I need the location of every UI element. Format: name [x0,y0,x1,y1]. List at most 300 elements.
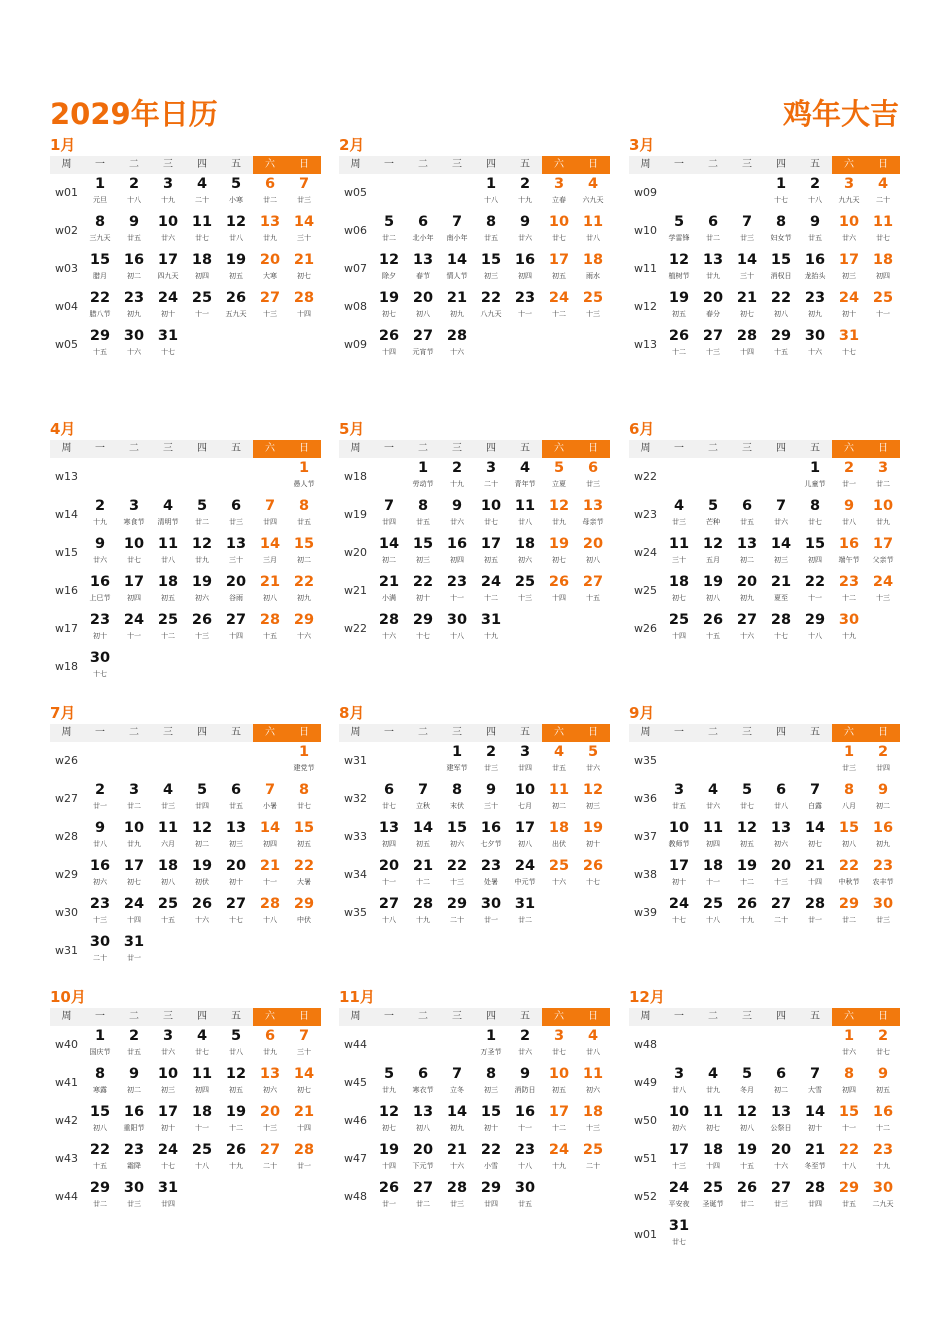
day-cell [576,534,610,572]
weekday-label: 五 [810,159,820,170]
month-title: 9月 [629,704,655,722]
day-cell [287,458,321,496]
empty-day-cell [798,1026,832,1064]
weekday-label: 六 [253,1008,287,1026]
week-row [50,1102,321,1140]
day-cell [576,1102,610,1140]
lunar-label: 廿七 [740,802,754,810]
lunar-label: 初二 [195,840,209,848]
lunar-label: 廿七 [195,1048,209,1056]
day-number: 5 [587,744,599,760]
day-cell [508,496,542,534]
lunar-label: 初五 [161,594,175,602]
weekday-label: 四 [776,1011,786,1022]
day-cell [798,288,832,326]
day-number: 27 [378,896,400,912]
week-number: w05 [344,186,367,199]
lunar-label: 廿七 [297,802,311,810]
lunar-label: 母亲节 [582,518,604,526]
day-number: 21 [446,290,468,306]
day-number: 14 [259,820,281,836]
day-number: 13 [770,820,792,836]
day-number: 15 [804,536,826,552]
empty-day-cell [440,1026,474,1064]
lunar-label: 十二 [484,594,498,602]
day-cell [662,326,696,364]
day-cell [185,496,219,534]
weekday-label: 三 [163,1011,173,1022]
lunar-label: 白露 [808,802,822,810]
month-title: 2月 [339,136,365,154]
lunar-label: 三十 [297,234,311,242]
week-number: w49 [634,1076,657,1089]
day-cell [832,174,866,212]
weekday-label: 日 [287,724,321,742]
day-cell [764,212,798,250]
day-number: 18 [872,252,894,268]
day-number: 28 [446,328,468,344]
day-cell [219,818,253,856]
day-number: 25 [582,290,604,306]
weekday-label: 四 [197,443,207,454]
day-cell [866,1026,900,1064]
day-cell [287,1026,321,1064]
day-cell [440,288,474,326]
weekday-label: 六 [832,1008,866,1026]
day-cell [185,572,219,610]
lunar-label: 腊月 [93,272,107,280]
day-number: 10 [157,214,179,230]
weekday-label: 日 [576,1008,610,1026]
day-cell [508,250,542,288]
lunar-label: 十五 [586,594,600,602]
day-cell [662,496,696,534]
day-number: 21 [259,574,281,590]
day-cell [440,1064,474,1102]
day-number: 23 [872,1142,894,1158]
week-row [629,458,900,496]
week-number: w22 [344,622,367,635]
lunar-label: 十八 [382,916,396,924]
empty-day-cell [219,648,253,686]
lunar-label: 初十 [416,594,430,602]
lunar-label: 廿一 [382,1200,396,1208]
day-number: 11 [157,820,179,836]
day-cell [219,1026,253,1064]
week-number: w34 [344,868,367,881]
week-row [629,288,900,326]
month-title: 3月 [629,136,655,154]
lunar-label: 寒衣节 [412,1086,434,1094]
lunar-label: 十一 [518,310,532,318]
day-cell [764,1140,798,1178]
lunar-label: 十三 [586,1124,600,1132]
day-number: 23 [89,612,111,628]
lunar-label: 十三 [518,594,532,602]
week-number: w45 [344,1076,367,1089]
day-number: 1 [417,460,429,476]
day-number: 4 [877,176,889,192]
empty-day-cell [474,326,508,364]
day-number: 7 [451,214,463,230]
weekday-label: 六 [832,724,866,742]
weekday-label: 四 [486,443,496,454]
day-cell [474,742,508,780]
week-number: w44 [344,1038,367,1051]
day-cell [764,572,798,610]
day-cell [662,288,696,326]
empty-day-cell [151,742,185,780]
week-number: w07 [344,262,367,275]
week-number: w01 [55,186,78,199]
day-cell [406,212,440,250]
day-number: 21 [446,1142,468,1158]
day-number: 26 [191,612,213,628]
lunar-label: 廿四 [484,1200,498,1208]
lunar-label: 妇女节 [770,234,792,242]
lunar-label: 初六 [586,1086,600,1094]
lunar-label: 十九 [552,1162,566,1170]
month-block [629,988,900,1254]
day-number: 28 [804,1180,826,1196]
day-number: 6 [775,782,787,798]
weekday-label: 二 [708,159,718,170]
day-cell [287,856,321,894]
lunar-label: 廿二 [195,518,209,526]
week-row [629,856,900,894]
weekday-label: 二 [129,1011,139,1022]
weekday-label: 日 [576,440,610,458]
day-cell [287,250,321,288]
lunar-label: 廿六 [161,1048,175,1056]
weekday-label: 一 [95,159,105,170]
day-cell [287,742,321,780]
day-cell [576,1064,610,1102]
weekday-header [629,156,900,174]
weekday-label: 一 [95,1011,105,1022]
weekday-label: 五 [231,727,241,738]
weekday-label: 二 [129,159,139,170]
day-cell [406,572,440,610]
day-number: 5 [383,214,395,230]
day-cell [474,496,508,534]
day-number: 7 [264,498,276,514]
day-number: 29 [804,612,826,628]
day-number: 20 [736,574,758,590]
day-number: 29 [446,896,468,912]
lunar-label: 初七 [552,556,566,564]
day-cell [253,610,287,648]
day-number: 23 [514,290,536,306]
day-cell [696,1064,730,1102]
day-cell [406,496,440,534]
weekday-label: 三 [452,1011,462,1022]
day-number: 16 [804,252,826,268]
day-cell [662,894,696,932]
week-number: w48 [344,1190,367,1203]
day-number: 30 [89,934,111,950]
empty-day-cell [253,742,287,780]
day-number: 2 [94,782,106,798]
weekday-label: 一 [674,727,684,738]
lunar-label: 十六 [774,1162,788,1170]
day-cell [219,1102,253,1140]
day-number: 9 [877,782,889,798]
day-cell [474,856,508,894]
day-number: 12 [736,1104,758,1120]
day-cell [253,818,287,856]
day-number: 24 [123,612,145,628]
day-number: 24 [668,896,690,912]
day-cell [662,780,696,818]
empty-day-cell [117,648,151,686]
week-row [50,572,321,610]
lunar-label: 三十 [484,802,498,810]
lunar-label: 廿三 [450,1200,464,1208]
day-cell [151,1064,185,1102]
empty-day-cell [576,610,610,648]
empty-day-cell [576,894,610,932]
day-cell [508,1102,542,1140]
day-number: 7 [417,782,429,798]
day-number: 19 [548,536,570,552]
day-cell [151,894,185,932]
lunar-label: 廿七 [382,802,396,810]
lunar-label: 北小年 [412,234,434,242]
day-cell [83,288,117,326]
lunar-label: 春节 [416,272,430,280]
weekday-header [339,1008,610,1026]
lunar-label: 廿八 [161,556,175,564]
weekday-header [629,724,900,742]
day-cell [662,572,696,610]
day-number: 18 [582,252,604,268]
week-row [50,326,321,364]
day-cell [185,534,219,572]
lunar-label: 万圣节 [480,1048,502,1056]
lunar-label: 初二 [382,556,396,564]
day-number: 8 [485,214,497,230]
empty-day-cell [287,1178,321,1216]
week-row [339,174,610,212]
week-number: w09 [634,186,657,199]
day-cell [764,496,798,534]
week-number: w15 [55,546,78,559]
lunar-label: 初八 [161,878,175,886]
lunar-label: 初十 [586,840,600,848]
lunar-label: 十八 [808,196,822,204]
weekday-label: 五 [520,727,530,738]
lunar-label: 七夕节 [480,840,502,848]
day-cell [866,288,900,326]
empty-day-cell [764,742,798,780]
day-number: 23 [480,858,502,874]
week-row [339,856,610,894]
weekday-label: 日 [866,1008,900,1026]
day-number: 20 [378,858,400,874]
day-cell [440,856,474,894]
day-cell [576,1140,610,1178]
week-number: w31 [55,944,78,957]
lunar-label: 初八 [416,310,430,318]
day-number: 16 [514,252,536,268]
lunar-label: 初六 [774,840,788,848]
day-cell [764,894,798,932]
empty-day-cell [542,894,576,932]
day-number: 25 [548,858,570,874]
day-cell [474,1178,508,1216]
day-cell [832,894,866,932]
week-row [629,1216,900,1254]
day-number: 27 [259,1142,281,1158]
day-number: 2 [877,1028,889,1044]
lunar-label: 廿三 [740,234,754,242]
day-number: 25 [191,1142,213,1158]
calendar-title: 2029年日历 [50,97,218,131]
lunar-label: 十三 [263,310,277,318]
lunar-label: 十七 [774,196,788,204]
lunar-label: 七月 [518,802,532,810]
empty-day-cell [696,742,730,780]
week-row [339,742,610,780]
lunar-label: 初二 [127,1086,141,1094]
day-cell [730,1064,764,1102]
day-number: 12 [736,820,758,836]
lunar-label: 十三 [93,916,107,924]
empty-day-cell [287,932,321,970]
day-cell [764,250,798,288]
day-number: 19 [225,252,247,268]
weekday-label: 一 [384,443,394,454]
lunar-label: 消防日 [514,1086,536,1094]
month-block [629,704,900,932]
lunar-label: 廿七 [127,556,141,564]
day-cell [662,1064,696,1102]
week-row [629,534,900,572]
day-number: 9 [519,214,531,230]
day-number: 30 [872,1180,894,1196]
lunar-label: 初八 [518,840,532,848]
day-cell [764,856,798,894]
day-number: 22 [89,290,111,306]
day-number: 30 [446,612,468,628]
lunar-label: 腊八节 [89,310,111,318]
lunar-label: 十八 [127,196,141,204]
day-cell [832,534,866,572]
lunar-label: 初六 [195,594,209,602]
lunar-label: 立秋 [416,802,430,810]
empty-day-cell [253,648,287,686]
day-number: 9 [809,214,821,230]
day-number: 18 [514,536,536,552]
day-number: 21 [770,574,792,590]
day-number: 12 [668,252,690,268]
day-cell [730,856,764,894]
lunar-label: 初五 [229,1086,243,1094]
week-number: w01 [634,1228,657,1241]
month-title: 4月 [50,420,76,438]
day-number: 4 [162,498,174,514]
empty-day-cell [185,648,219,686]
day-number: 17 [123,574,145,590]
day-cell [542,174,576,212]
week-number: w41 [55,1076,78,1089]
week-number: w30 [55,906,78,919]
day-cell [696,818,730,856]
lunar-label: 十七 [586,878,600,886]
day-number: 14 [736,252,758,268]
day-number: 5 [673,214,685,230]
day-number: 9 [877,1066,889,1082]
empty-day-cell [372,458,406,496]
day-cell [832,742,866,780]
lunar-label: 端午节 [838,556,860,564]
day-number: 20 [582,536,604,552]
lunar-label: 十三 [672,1162,686,1170]
empty-day-cell [219,326,253,364]
day-number: 11 [668,536,690,552]
day-cell [798,610,832,648]
day-cell [764,326,798,364]
day-cell [83,250,117,288]
month-title: 7月 [50,704,76,722]
day-cell [440,572,474,610]
lunar-label: 十九 [842,632,856,640]
lunar-label: 十一 [263,878,277,886]
week-number: w17 [55,622,78,635]
day-number: 2 [519,1028,531,1044]
empty-day-cell [696,458,730,496]
day-cell [440,610,474,648]
empty-day-cell [219,1178,253,1216]
weekday-label: 二 [708,1011,718,1022]
day-number: 2 [128,1028,140,1044]
weekday-label: 二 [418,727,428,738]
day-number: 14 [804,820,826,836]
day-number: 21 [804,858,826,874]
day-number: 22 [89,1142,111,1158]
day-cell [151,1140,185,1178]
lunar-label: 廿八 [93,840,107,848]
day-cell [542,572,576,610]
day-number: 5 [196,498,208,514]
lunar-label: 十六 [552,878,566,886]
day-cell [764,1178,798,1216]
lunar-label: 廿八 [842,518,856,526]
lunar-label: 廿四 [876,764,890,772]
day-number: 20 [412,1142,434,1158]
week-row [339,250,610,288]
day-cell [832,1102,866,1140]
lunar-label: 廿三 [297,196,311,204]
day-number: 9 [128,214,140,230]
lunar-label: 十七 [842,348,856,356]
day-number: 12 [548,498,570,514]
day-cell [508,1178,542,1216]
empty-day-cell [185,742,219,780]
lunar-label: 廿六 [774,518,788,526]
day-number: 27 [225,612,247,628]
lunar-label: 二十 [774,916,788,924]
weekday-label: 三 [742,159,752,170]
day-cell [798,250,832,288]
day-cell [83,326,117,364]
week-number: w52 [634,1190,657,1203]
week-number-header: 周 [61,159,72,170]
lunar-label: 十六 [450,348,464,356]
lunar-label: 廿八 [586,234,600,242]
day-number: 1 [298,744,310,760]
